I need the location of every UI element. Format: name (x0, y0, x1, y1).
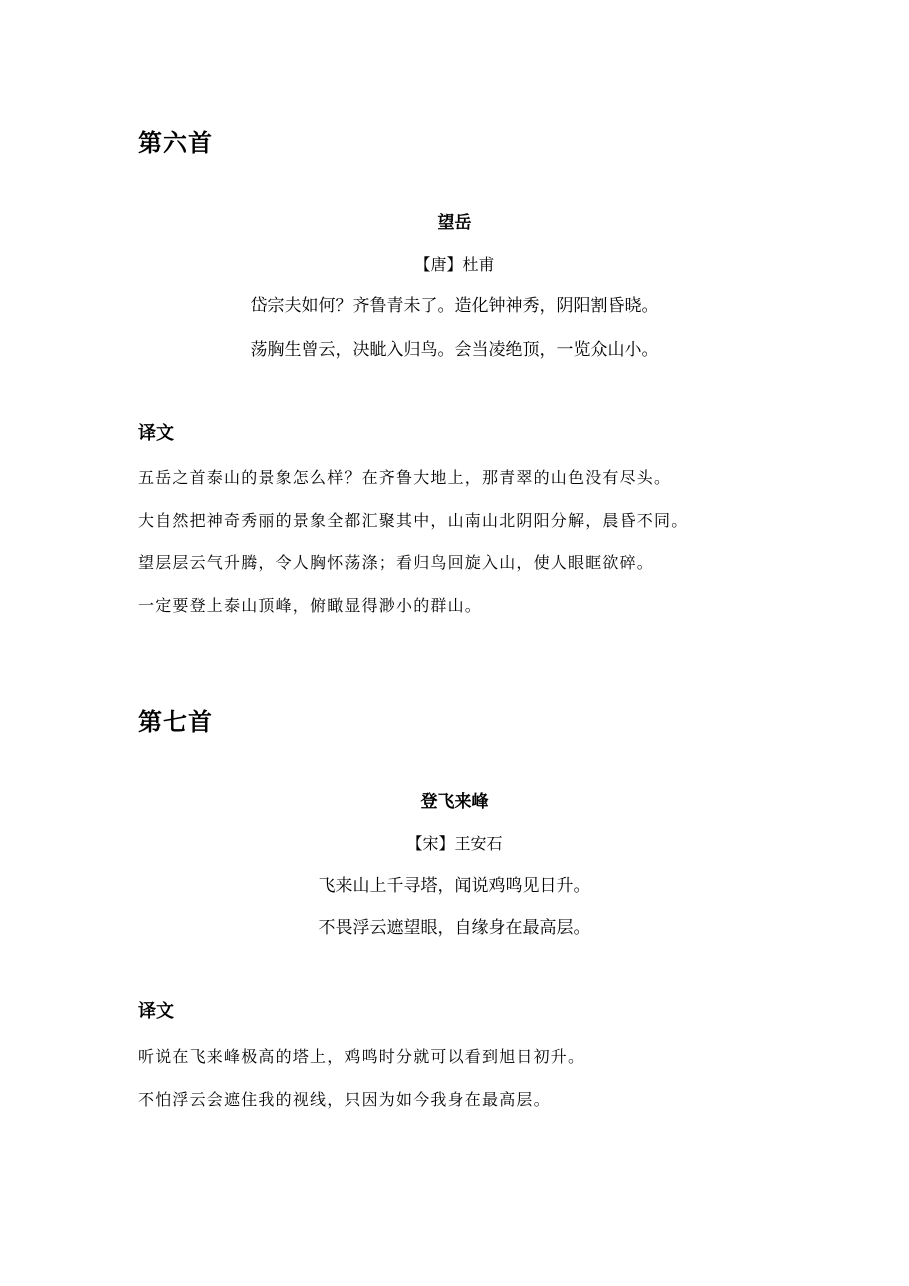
poem-line: 飞来山上千寻塔，闻说鸡鸣见日升。 (318, 876, 591, 896)
section-heading-6: 第六首 (138, 129, 213, 157)
translation-heading: 译文 (138, 423, 174, 444)
poem-line: 不畏浮云遮望眼，自缘身在最高层。 (318, 918, 591, 938)
translation-heading: 译文 (138, 1001, 174, 1022)
translation-line: 五岳之首泰山的景象怎么样？在齐鲁大地上，那青翠的山色没有尽头。 (138, 468, 672, 487)
poem-author: 【宋】王安石 (406, 834, 503, 853)
translation-line: 大自然把神奇秀丽的景象全都汇聚其中，山南山北阴阳分解，晨昏不同。 (138, 511, 689, 530)
poem-author: 【唐】杜甫 (414, 255, 495, 274)
poem-title: 望岳 (437, 213, 472, 233)
poem-line: 荡胸生曾云，决眦入归鸟。会当凌绝顶，一览众山小。 (250, 340, 659, 360)
translation-line: 一定要登上泰山顶峰，俯瞰显得渺小的群山。 (138, 596, 483, 615)
translation-line: 听说在飞来峰极高的塔上，鸡鸣时分就可以看到旭日初升。 (138, 1047, 586, 1066)
poem-title: 登飞来峰 (420, 792, 489, 812)
translation-line: 望层层云气升腾，令人胸怀荡涤；看归鸟回旋入山，使人眼眶欲碎。 (138, 553, 655, 572)
translation-line: 不怕浮云会遮住我的视线，只因为如今我身在最高层。 (138, 1090, 551, 1109)
poem-line: 岱宗夫如何？齐鲁青未了。造化钟神秀，阴阳割昏晓。 (250, 296, 659, 316)
section-heading-7: 第七首 (138, 708, 213, 736)
